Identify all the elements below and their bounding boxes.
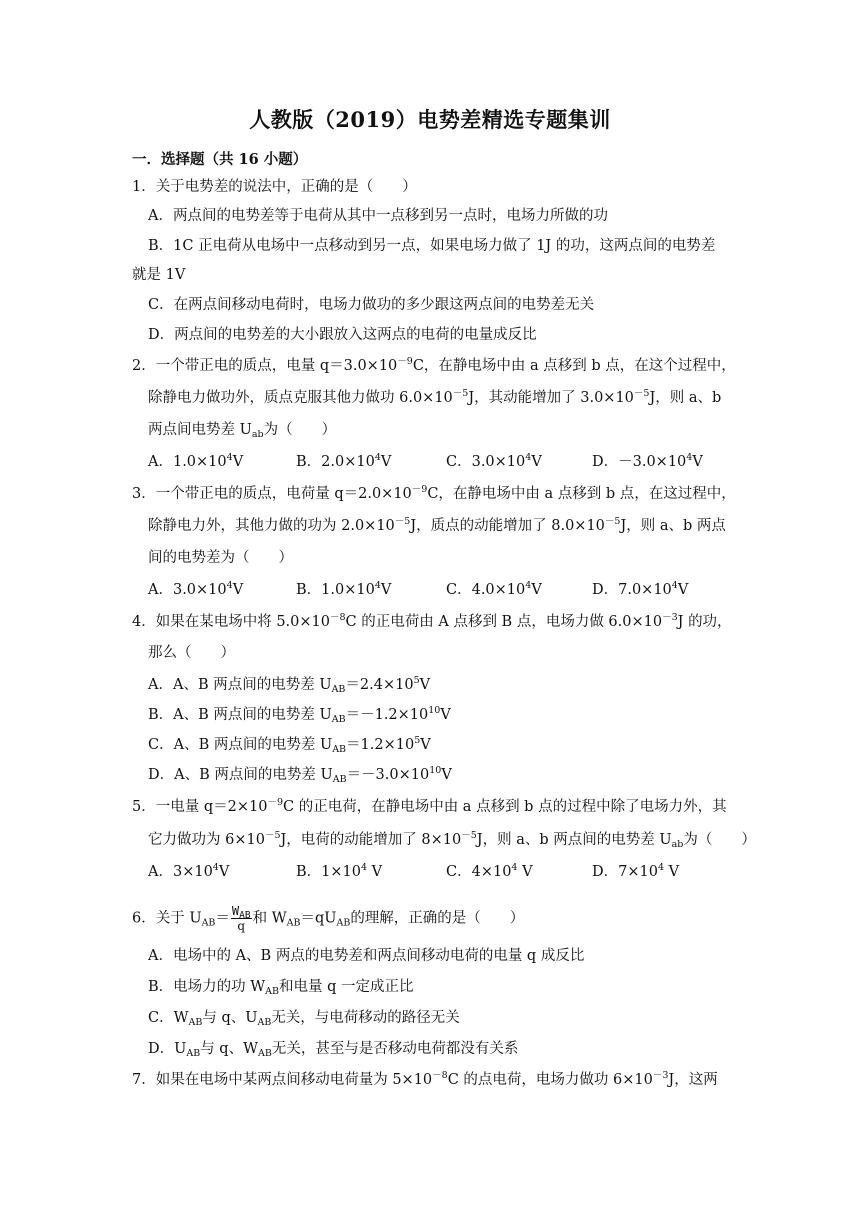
q1-stem: 1．关于电势差的说法中，正确的是（ ） [132, 179, 417, 195]
page-title: 人教版（2019）电势差精选专题集训 [249, 107, 611, 132]
q6-option-d: D．$U_{AB}$与 q、$W_{AB}$无关，甚至与是否移动电荷都没有关系 [148, 1041, 519, 1059]
q2-option-c: C．$3.0\times 10^4V$ [446, 452, 542, 470]
q6-line-1: 6．关于 $U_{AB}=$ $\frac{W_{AB}}{q}$ 和 $W_{AB}=qU_{AB}$的理解，正确的是（ ） [132, 904, 525, 933]
q5-line-2: 它力做功为 $6\times 10^{-5}J$，电荷的动能增加了 $8\times 10^{-5}J$，则 a、b 两点间的电势差 $U_{ab}$为（ ） [148, 830, 756, 850]
q1-option-d: D．两点间的电势差的大小跟放入这两点的电荷的电量成反比 [148, 327, 537, 343]
q6-fraction: $\frac{W_{AB}}{q}$ [231, 904, 251, 933]
q5-option-c: C．$4\times 10^4$ V [446, 862, 533, 880]
q2-option-d: D．$-3.0\times 10^4V$ [592, 452, 703, 470]
q4-option-c: C．A、B 两点间的电势差 $U_{AB}=1.2\times 10^5V$ [148, 735, 431, 755]
q3-option-b: B．$1.0\times 10^4V$ [296, 580, 392, 598]
q3-option-c: C．$4.0\times 10^4V$ [446, 580, 542, 598]
q7-line-1: 7．如果在电场中某两点间移动电荷量为 $5\times 10^{-8}C$ 的点电荷，电场力做功 $6\times 10^{-3}J$，这两 [132, 1070, 718, 1088]
q4-line-2: 那么（ ） [148, 645, 235, 661]
q6-option-a: A．电场中的 A、B 两点的电势差和两点间移动电荷的电量 q 成反比 [148, 948, 585, 964]
q2-option-b: B．$2.0\times 10^4V$ [296, 452, 392, 470]
q5-option-a: A．$3\times 10^4V$ [148, 862, 230, 880]
q1-option-b-cont: 就是 1V [132, 267, 186, 283]
q4-option-a: A．A、B 两点间的电势差 $U_{AB}=2.4\times 10^5V$ [148, 675, 431, 695]
q3-option-a: A．$3.0\times 10^4V$ [148, 580, 244, 598]
section-heading: 一．选择题（共 16 小题） [132, 151, 308, 168]
q4-option-b: B．A、B 两点间的电势差 $U_{AB}=-1.2\times 10^{10}V$ [148, 705, 451, 725]
q4-option-d: D．A、B 两点间的电势差 $U_{AB}=-3.0\times 10^{10}V$ [148, 765, 452, 785]
q2-line-2: 除静电力做功外，质点克服其他力做功 $6.0\times 10^{-5}J$，其动能增加了 $3.0\times 10^{-5}J$，则 a、b [148, 388, 722, 406]
q6-option-b: B．电场力的功 $W_{AB}$和电量 q 一定成正比 [148, 979, 414, 997]
q2-option-a: A．$1.0\times 10^4V$ [148, 452, 244, 470]
q6-option-c: C．$W_{AB}$与 q、$U_{AB}$无关，与电荷移动的路径无关 [148, 1010, 460, 1028]
q4-line-1: 4．如果在某电场中将 $5.0\times 10^{-8}C$ 的正电荷由 A 点移到 B 点，电场力做 $6.0\times 10^{-3}J$ 的功， [132, 612, 732, 630]
q3-option-d: D．$7.0\times 10^4V$ [592, 580, 689, 598]
q1-option-b: B．1C 正电荷从电场中一点移动到另一点，如果电场力做了 1J 的功，这两点间的电势差 [148, 238, 716, 254]
q2-line-1: 2．一个带正电的质点，电量 $q=3.0\times 10^{-9}C$，在静电场中由 a 点移到 b 点，在这个过程中， [132, 356, 736, 374]
q1-option-c: C．在两点间移动电荷时，电场力做功的多少跟这两点间的电势差无关 [148, 297, 595, 313]
q3-line-2: 除静电力外，其他力做的功为 $2.0\times 10^{-5}J$，质点的动能增加了 $8.0\times 10^{-5}J$，则 a、b 两点 [148, 516, 726, 534]
q3-line-1: 3．一个带正电的质点，电荷量 $q=2.0\times 10^{-9}C$，在静电场中由 a 点移到 b 点，在这过程中， [132, 484, 736, 502]
q2-line-3: 两点间电势差 $U_{ab}$为（ ） [148, 422, 337, 440]
q3-line-3: 间的电势差为（ ） [148, 550, 293, 566]
q5-option-b: B．$1\times 10^4$ V [296, 862, 383, 880]
q5-line-1: 5．一电量 $q=2\times 10^{-9}C$ 的正电荷，在静电场中由 a 点移到 b 点的过程中除了电场力外，其 [132, 797, 727, 815]
q1-option-a: A．两点间的电势差等于电荷从其中一点移到另一点时，电场力所做的功 [148, 208, 608, 224]
q5-option-d: D．$7\times 10^4$ V [592, 862, 680, 880]
